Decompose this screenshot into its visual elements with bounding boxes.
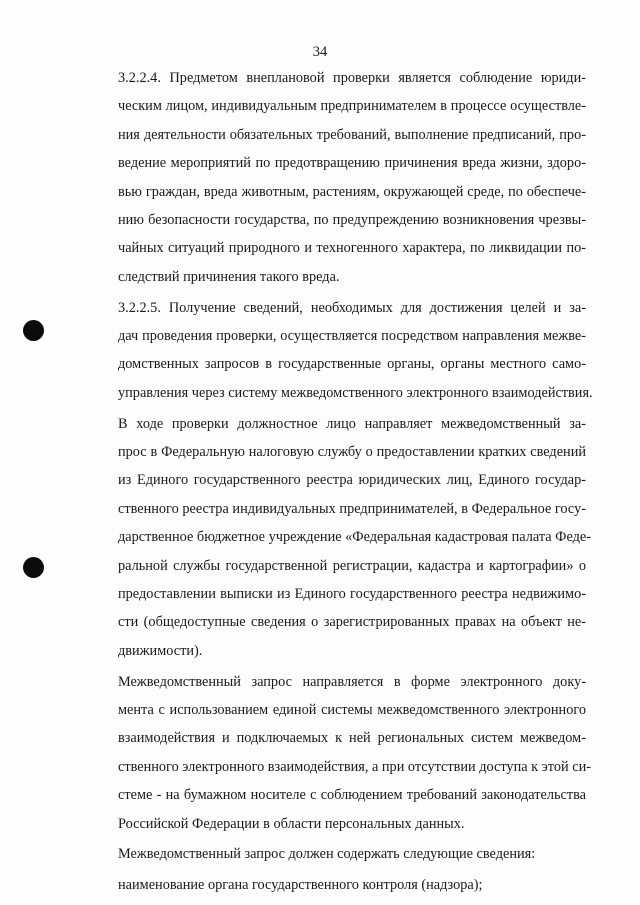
text-line: наименование органа государственного контроля (надзора); — [118, 877, 483, 894]
text-line: сти (общедоступные сведения о зарегистрированных правах на объект не- — [118, 614, 586, 631]
paragraph — [118, 294, 593, 408]
text-line: предоставлении выписки из Единого государственного реестра недвижимо- — [118, 585, 586, 602]
paragraph — [118, 64, 586, 291]
text-line: управления через систему межведомственного электронного взаимодействия. — [118, 384, 593, 401]
text-line: ческим лицом, индивидуальным предпринимателем в процессе осуществле- — [118, 98, 586, 115]
text-line: ственного реестра индивидуальных предпринимателей, в Федеральное госу- — [118, 500, 586, 517]
text-line: движимости). — [118, 642, 203, 659]
paragraph — [118, 871, 586, 899]
punch-hole-bottom — [23, 557, 44, 578]
text-line: ственного электронного взаимодействия, а при отсутствии доступа к этой си- — [118, 758, 591, 775]
text-line: мента с использованием единой системы межведомственного электронного — [118, 701, 586, 718]
text-line: Российской Федерации в области персональных данных. — [118, 815, 465, 832]
text-line: ния деятельности обязательных требований, выполнение предписаний, про- — [118, 126, 586, 143]
text-line: нию безопасности государства, по предупреждению возникновения чрезвы- — [118, 211, 586, 228]
paragraph — [118, 668, 591, 838]
punch-hole-top — [23, 320, 44, 341]
paragraph — [118, 840, 586, 868]
text-line: 3.2.2.4. Предметом внеплановой проверки является соблюдение юриди- — [118, 70, 586, 86]
text-line: стеме - на бумажном носителе с соблюдением требований законодательства — [118, 787, 586, 804]
text-line: ведение мероприятий по предотвращению причинения вреда жизни, здоро- — [118, 155, 586, 172]
text-line: чайных ситуаций природного и техногенного характера, по ликвидации по- — [118, 240, 586, 257]
text-line: В ходе проверки должностное лицо направляет межведомственный за- — [118, 415, 586, 432]
text-line: 3.2.2.5. Получение сведений, необходимых для достижения целей и за- — [118, 299, 586, 316]
text-line: следствий причинения такого вреда. — [118, 268, 340, 285]
text-line: прос в Федеральную налоговую службу о предоставлении кратких сведений — [118, 443, 586, 460]
text-line: Межведомственный запрос направляется в форме электронного доку- — [118, 673, 586, 690]
page-number: 34 — [312, 44, 328, 60]
text-line: домственных запросов в государственные органы, органы местного само- — [118, 356, 586, 373]
text-line: вью граждан, вреда животным, растениям, окружающей среде, по обеспече- — [118, 183, 586, 200]
text-line: взаимодействия и подключаемых к ней региональных систем межведом- — [118, 730, 586, 747]
text-line: из Единого государственного реестра юридических лиц, Единого государ- — [118, 472, 586, 489]
text-line: дач проведения проверки, осуществляется посредством направления межве- — [118, 327, 586, 344]
text-line: Межведомственный запрос должен содержать следующие сведения: — [118, 846, 536, 863]
text-line: ральной службы государственной регистрации, кадастра и картографии» о — [118, 557, 586, 574]
text-line: дарственное бюджетное учреждение «Федеральная кадастровая палата Феде- — [118, 529, 592, 546]
paragraph — [118, 410, 592, 666]
